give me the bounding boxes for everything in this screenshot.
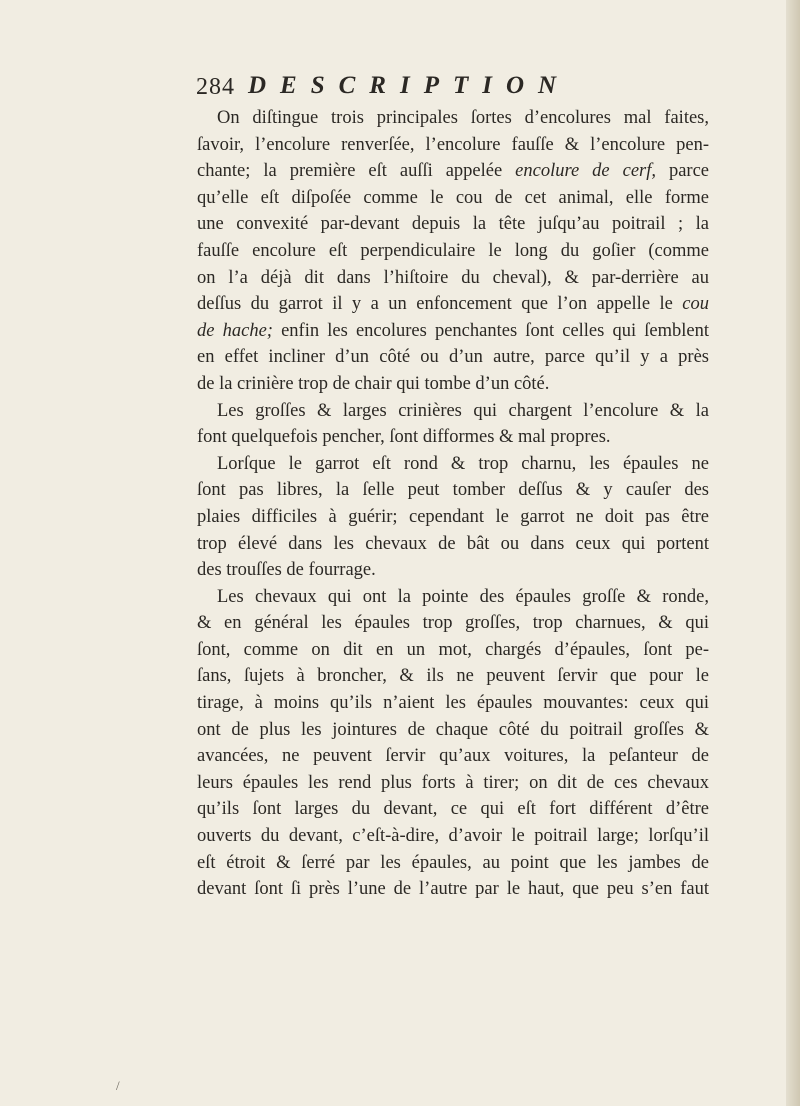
text-line: avancées, ne peuvent ſervir qu’aux voitures, la peſanteur de	[197, 746, 709, 767]
page-number: 284	[196, 74, 235, 100]
text-line: trop élevé dans les chevaux de bât ou dans ceux qui portent	[197, 533, 709, 554]
text-line: Les groſſes & larges crinières qui chargent l’encolure & la	[217, 400, 709, 421]
italic-term: cou	[682, 294, 709, 315]
text-line: ont de plus les jointures de chaque côté du poitrail groſſes &	[197, 719, 709, 740]
text-line: en effet incliner d’un côté ou d’un autre, parce qu’il y a près	[197, 347, 709, 368]
text-line: & en général les épaules trop groſſes, trop charnues, & qui	[197, 613, 709, 634]
body-text	[197, 105, 709, 903]
text-line: ſont, comme on dit en un mot, chargés d’épaules, ſont pe-	[197, 639, 709, 660]
text-line: devant ſont ſi près l’une de l’autre par le haut, que peu s’en faut	[197, 879, 709, 900]
text-line: une convexité par-devant depuis la tête juſqu’au poitrail ; la	[197, 214, 709, 235]
page-edge-shadow	[786, 0, 800, 1106]
text-line: Les chevaux qui ont la pointe des épaules groſſe & ronde,	[217, 586, 709, 607]
text-line: de la crinière trop de chair qui tombe d’un côté.	[197, 373, 550, 394]
text-line	[197, 318, 709, 345]
page-header	[196, 72, 716, 106]
text-run: chante; la première eſt auſſi appelée	[197, 161, 516, 182]
italic-term: de hache;	[197, 320, 273, 341]
text-line: On diſtingue trois principales ſortes d’encolures mal faites,	[217, 108, 709, 128]
text-run: parce	[656, 161, 710, 182]
text-line: eſt étroit & ſerré par les épaules, au point que les jambes de	[197, 852, 709, 873]
text-line: leurs épaules les rend plus forts à tirer; on dit de ces chevaux	[197, 772, 709, 793]
margin-mark: /	[116, 1078, 120, 1093]
text-line	[197, 158, 709, 185]
running-title: DESCRIPTION	[248, 72, 571, 99]
italic-term: encolure de cerf,	[515, 161, 656, 182]
text-line: tirage, à moins qu’ils n’aient les épaules mouvantes: ceux qui	[197, 693, 709, 714]
text-line: fauſſe encolure eſt perpendiculaire le long du goſier (comme	[197, 240, 709, 261]
text-line: ſans, ſujets à broncher, & ils ne peuvent ſervir que pour le	[197, 666, 709, 687]
text-line: Lorſque le garrot eſt rond & trop charnu, les épaules ne	[217, 453, 709, 474]
text-line: ſavoir, l’encolure renverſée, l’encolure fauſſe & l’encolure pen-	[197, 134, 709, 155]
text-run: enfin les encolures penchantes ſont celles qui ſemblent	[272, 320, 710, 341]
text-line: ſont pas libres, la ſelle peut tomber deſſus & y cauſer des	[197, 480, 709, 501]
text-line: qu’ils ſont larges du devant, ce qui eſt fort différent d’être	[197, 799, 709, 820]
text-line: ouverts du devant, c’eſt-à-dire, d’avoir le poitrail large; lorſqu’il	[197, 826, 709, 847]
text-line: qu’elle eſt diſpoſée comme le cou de cet animal, elle forme	[197, 187, 709, 208]
text-line: font quelquefois pencher, ſont difformes & mal propres.	[197, 427, 611, 448]
text-run: deſſus du garrot il y a un enfoncement que l’on appelle le	[197, 294, 683, 315]
text-line: on l’a déjà dit dans l’hiſtoire du cheval), & par-derrière au	[197, 267, 709, 288]
text-line	[197, 291, 709, 318]
text-line: plaies difficiles à guérir; cependant le garrot ne doit pas être	[197, 506, 709, 527]
text-line: des trouſſes de fourrage.	[197, 560, 376, 581]
